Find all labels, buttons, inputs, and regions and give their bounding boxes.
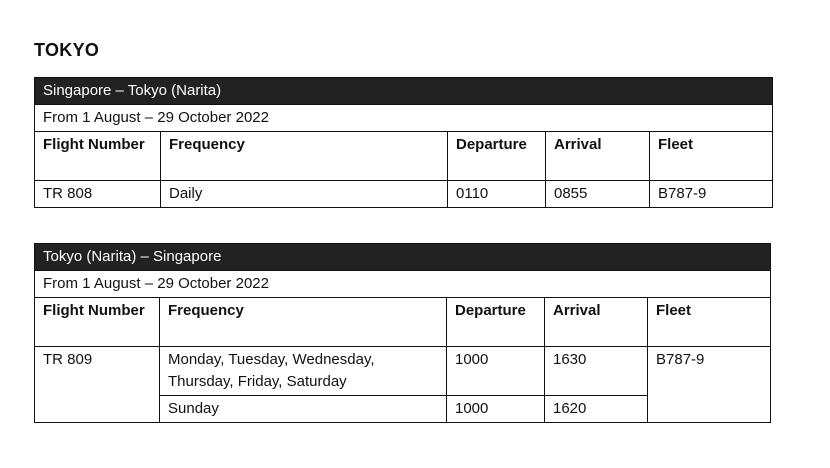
route-header-row xyxy=(35,244,771,271)
departure-cell: 1000 xyxy=(447,396,545,423)
period-text: From 1 August – 29 October 2022 xyxy=(35,105,773,132)
col-header-departure: Departure xyxy=(447,298,545,347)
route-title: Singapore – Tokyo (Narita) xyxy=(35,78,773,105)
col-header-arrival: Arrival xyxy=(545,298,648,347)
table-row xyxy=(35,181,773,208)
period-row xyxy=(35,271,771,298)
departure-cell: 0110 xyxy=(448,181,546,208)
route-header-row xyxy=(35,78,773,105)
col-header-arrival: Arrival xyxy=(546,132,650,181)
route-title: Tokyo (Narita) – Singapore xyxy=(35,244,771,271)
period-text: From 1 August – 29 October 2022 xyxy=(35,271,771,298)
section-heading: TOKYO xyxy=(34,40,100,60)
col-header-flight-number: Flight Number xyxy=(35,132,161,181)
schedule-table-outbound xyxy=(34,77,773,208)
col-header-flight-number: Flight Number xyxy=(35,298,160,347)
col-header-frequency: Frequency xyxy=(160,298,447,347)
frequency-cell: Monday, Tuesday, Wednesday, Thursday, Friday, Saturday xyxy=(160,347,447,396)
table-row xyxy=(35,347,771,396)
col-header-frequency: Frequency xyxy=(161,132,448,181)
arrival-cell: 0855 xyxy=(546,181,650,208)
col-header-fleet: Fleet xyxy=(650,132,773,181)
arrival-cell: 1630 xyxy=(545,347,648,396)
frequency-cell: Daily xyxy=(161,181,448,208)
frequency-cell: Sunday xyxy=(160,396,447,423)
col-header-departure: Departure xyxy=(448,132,546,181)
period-row xyxy=(35,105,773,132)
column-header-row xyxy=(35,298,771,347)
fleet-cell: B787-9 xyxy=(650,181,773,208)
column-header-row xyxy=(35,132,773,181)
fleet-cell: B787-9 xyxy=(648,347,771,423)
col-header-fleet: Fleet xyxy=(648,298,771,347)
flight-number-cell: TR 808 xyxy=(35,181,161,208)
arrival-cell: 1620 xyxy=(545,396,648,423)
schedule-table-return xyxy=(34,243,771,423)
flight-number-cell: TR 809 xyxy=(35,347,160,423)
departure-cell: 1000 xyxy=(447,347,545,396)
